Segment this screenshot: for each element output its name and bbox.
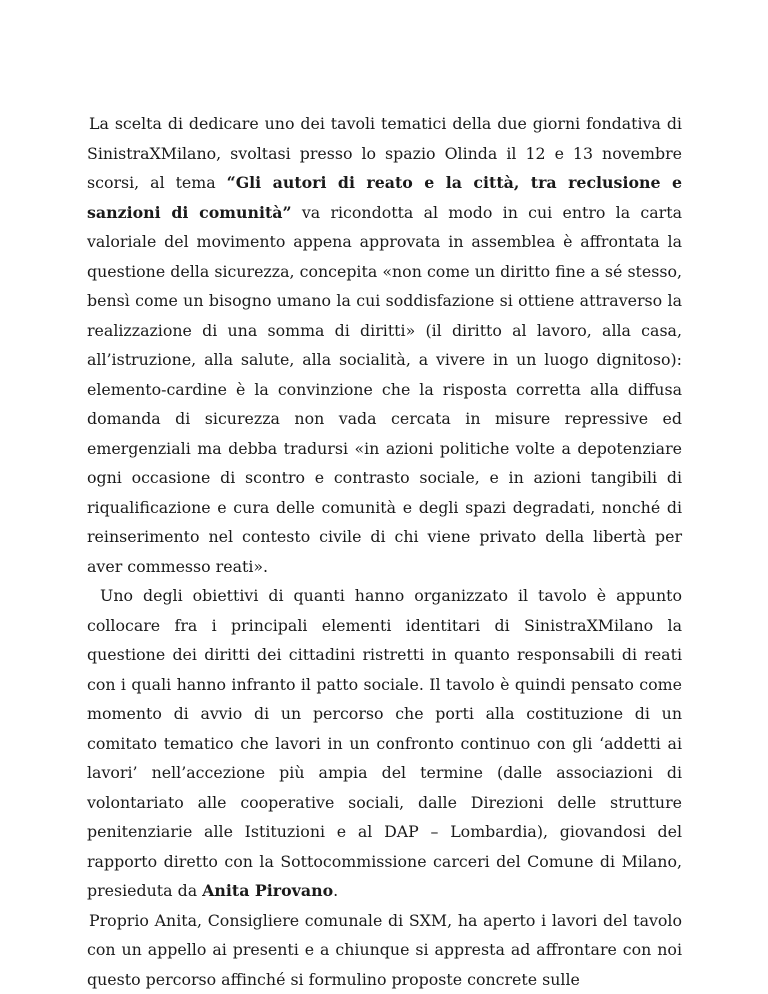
- paragraph-1-text-2: va ricondotta al modo in cui entro la carta valoriale del movimento appena approvata in assemblea è affrontata la questione della sicurezza, concepita «non come un diritto fine a sé stesso, bensì come un bisogno umano la cui soddisfazione si ottiene attraverso la realizzazione di una somma di diritti» (il diritto al lavoro, alla casa, all’istruzione, alla salute, alla socialità, a vivere in un luogo dignitoso): elemento-cardine è la convinzione che la risposta corretta alla diffusa domanda di sicurezza non vada cercata in misure repressive ed emergenziali ma debba tradursi «in azioni politiche volte a depotenziare ogni occasione di scontro e contrasto sociale, e in azioni tangibili di riqualificazione e cura delle comunità e degli spazi degradati, nonché di reinserimento nel contesto civile di chi viene privato della libertà per aver commesso reati».: [87, 202, 682, 576]
- paragraph-1-bold-title: “Gli autori di reato e la città, tra reclusione e sanzioni di comunità”: [87, 173, 682, 222]
- paragraph-2: [87, 581, 682, 906]
- paragraph-3-text-1: Proprio Anita, Consigliere comunale di SXM, ha aperto i lavori del tavolo con un appello ai presenti e a chiunque si appresta ad affrontare con noi questo percorso affinché si formulino proposte concrete sulle: [87, 910, 682, 989]
- paragraph-2-text-1: Uno degli obiettivi di quanti hanno organizzato il tavolo è appunto collocare fra i principali elementi identitari di SinistraXMilano la questione dei diritti dei cittadini ristretti in quanto responsabili di reati con i quali hanno infranto il patto sociale. Il tavolo è quindi pensato come momento di avvio di un percorso che porti alla costituzione di un comitato tematico che lavori in un confronto continuo con gli ‘addetti ai lavori’ nell’accezione più ampia del termine (dalle associazioni di volontariato alle cooperative sociali, dalle Direzioni delle strutture penitenziarie alle Istituzioni e al DAP – Lombardia), giovandosi del rapporto diretto con la Sottocommissione carceri del Comune di Milano, presieduta da: [87, 586, 682, 900]
- paragraph-1: [87, 109, 682, 581]
- paragraph-3: [87, 906, 682, 994]
- paragraph-1-text-1: La scelta di dedicare uno dei tavoli tematici della due giorni fondativa di SinistraXMilano, svoltasi presso lo spazio Olinda il 12 e 13 novembre scorsi, al tema: [87, 114, 682, 192]
- paragraph-2-text-2: .: [333, 881, 339, 900]
- document-body: [87, 109, 682, 994]
- paragraph-2-bold-name: Anita Pirovano: [202, 881, 334, 900]
